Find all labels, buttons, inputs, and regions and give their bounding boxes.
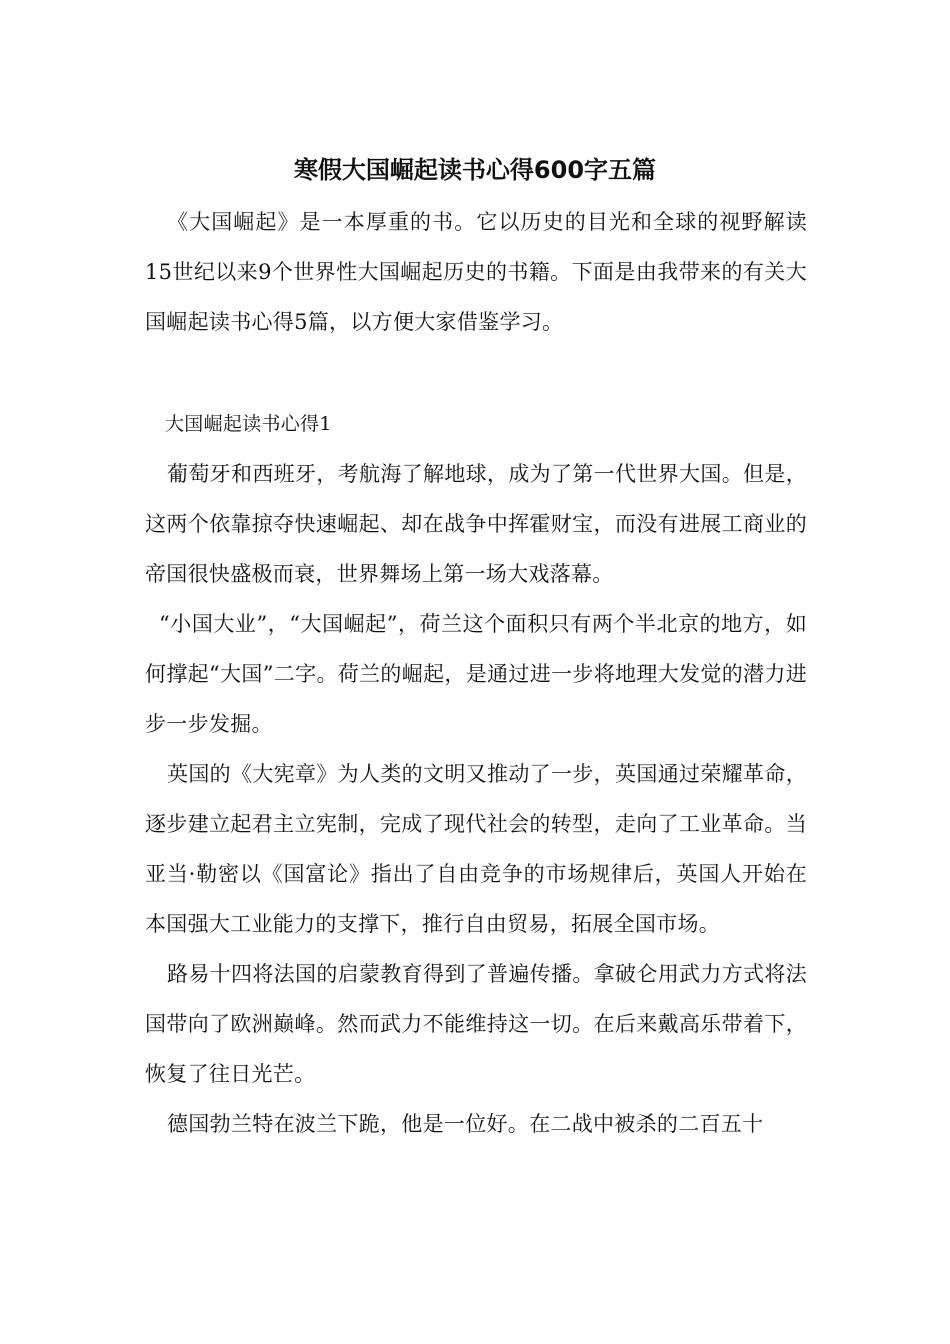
document-body: [145, 197, 807, 1149]
body-paragraph-2: “小国大业”，“大国崛起”，荷兰这个面积只有两个半北京的地方，如何撑起“大国”二字。荷兰的崛起，是通过进一步将地理大发觉的潜力进步一步发掘。: [145, 612, 807, 736]
body-paragraph-4: 路易十四将法国的启蒙教育得到了普遍传播。拿破仑用武力方式将法国带向了欧洲巅峰。然而武力不能维持这一切。在后来戴高乐带着下，恢复了往日光芒。: [145, 962, 807, 1086]
body-paragraph-5: 德国勃兰特在波兰下跪，他是一位好。在二战中被杀的二百五十: [167, 1112, 764, 1136]
body-paragraph-3: 英国的《大宪章》为人类的文明又推动了一步，英国通过荣耀革命，逐步建立起君主立宪制，完成了现代社会的转型，走向了工业革命。当亚当·勒密以《国富论》指出了自由竞争的市场规律后，英国人开始在本国强大工业能力的支撑下，推行自由贸易，拓展全国市场。: [145, 762, 807, 936]
blank-line: [145, 347, 807, 399]
section-heading: 大国崛起读书心得1: [165, 413, 332, 435]
body-paragraph-1: 葡萄牙和西班牙，考航海了解地球，成为了第一代世界大国。但是，这两个依靠掠夺快速崛起、却在战争中挥霍财宝，而没有进展工商业的帝国很快盛极而衰，世界舞场上第一场大戏落幕。: [145, 462, 807, 586]
document-title: 寒假大国崛起读书心得600字五篇: [293, 156, 657, 184]
intro-paragraph: 《大国崛起》是一本厚重的书。它以历史的目光和全球的视野解读15世纪以来9个世界性大国崛起历史的书籍。下面是由我带来的有关大国崛起读书心得5篇，以方便大家借鉴学习。: [145, 210, 807, 334]
